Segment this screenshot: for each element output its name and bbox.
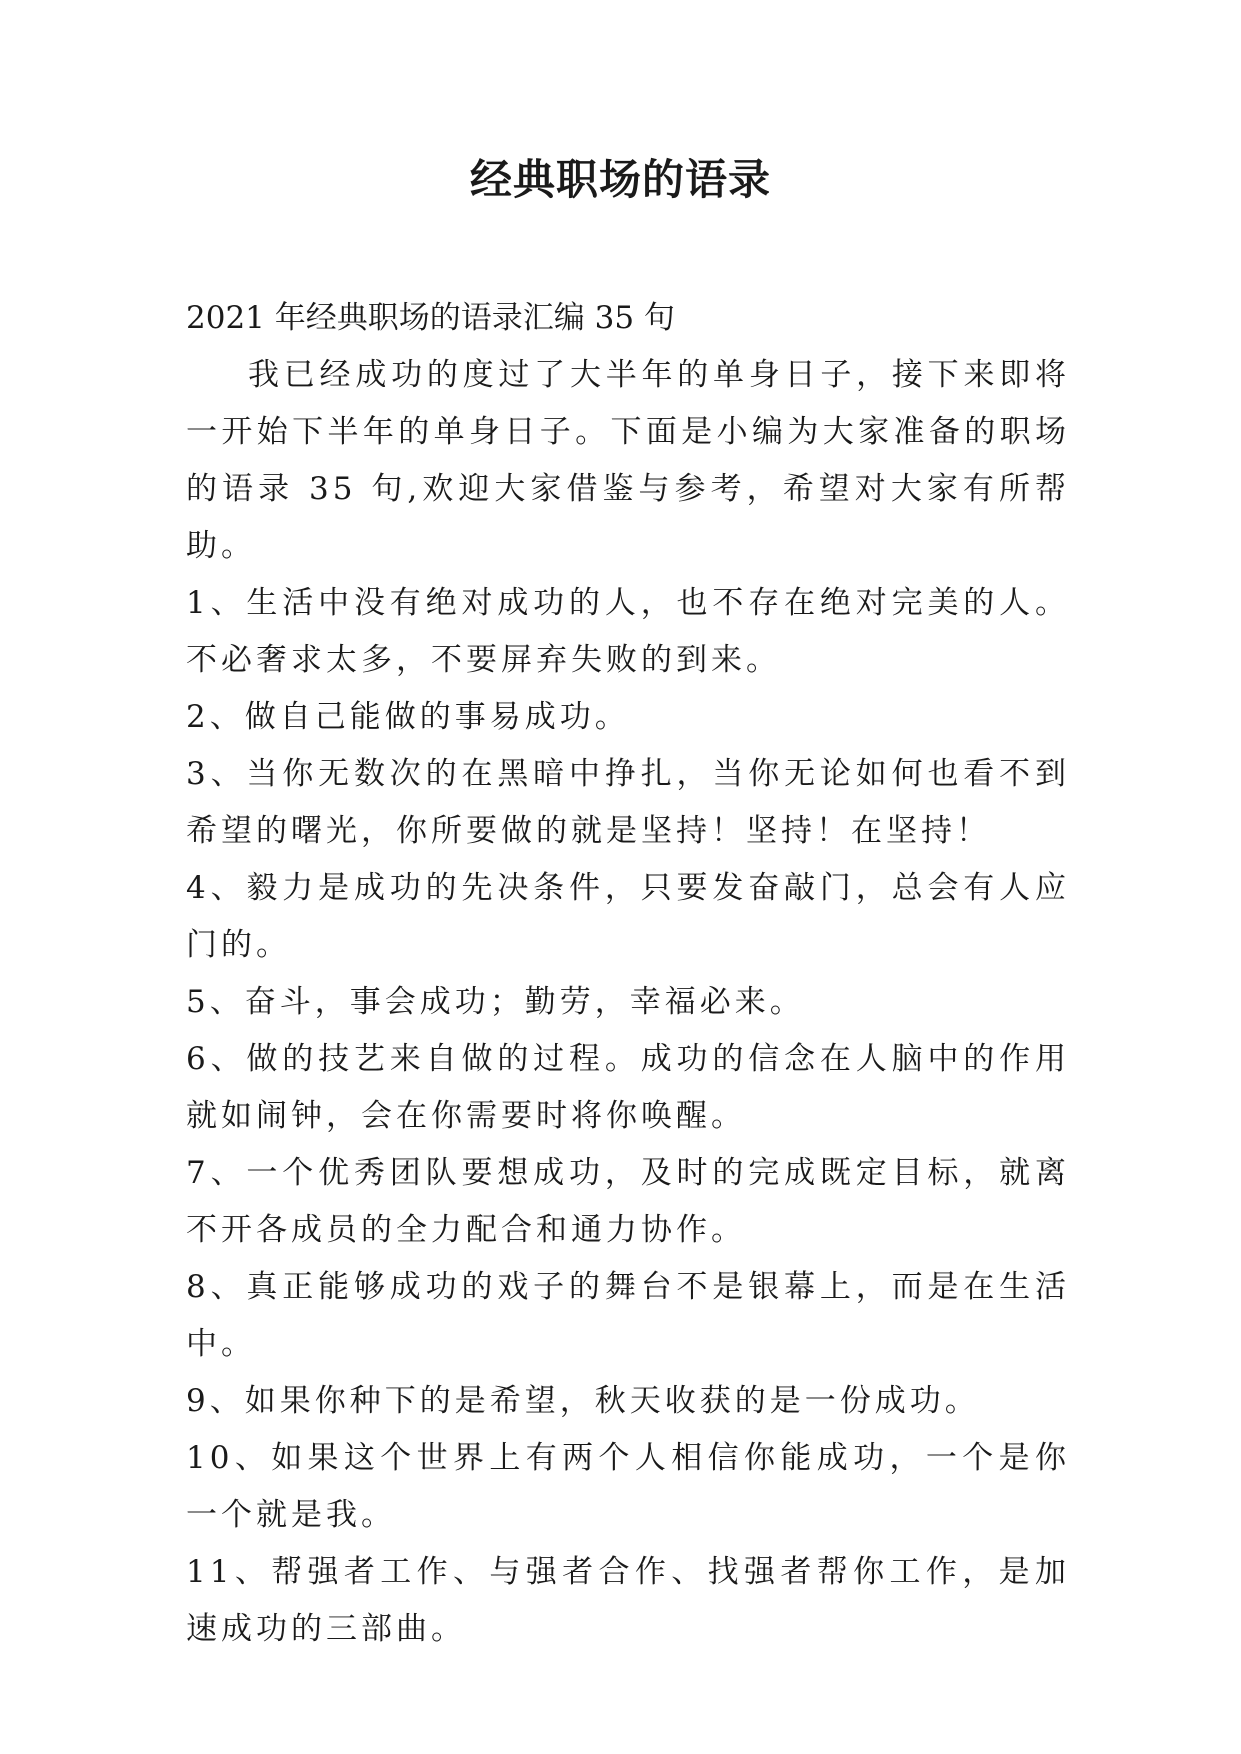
- quote-item: 10、如果这个世界上有两个人相信你能成功，一个是你一个就是我。: [186, 1440, 1070, 1533]
- quote-item: 6、做的技艺来自做的过程。成功的信念在人脑中的作用就如闹钟，会在你需要时将你唤醒。: [186, 1041, 1070, 1134]
- quote-item: 11、帮强者工作、与强者合作、找强者帮你工作，是加速成功的三部曲。: [186, 1554, 1070, 1647]
- quote-item: 3、当你无数次的在黑暗中挣扎，当你无论如何也看不到希望的曙光，你所要做的就是坚持！坚持！在坚持！: [186, 756, 1070, 849]
- document-title: 经典职场的语录: [469, 155, 771, 204]
- intro-paragraph: 我已经成功的度过了大半年的单身日子，接下来即将一开始下半年的单身日子。下面是小编为大家准备的职场的语录 35 句,欢迎大家借鉴与参考，希望对大家有所帮助。: [186, 357, 1070, 564]
- quote-item: 2、做自己能做的事易成功。: [186, 699, 630, 735]
- quote-item: 8、真正能够成功的戏子的舞台不是银幕上，而是在生活中。: [186, 1269, 1070, 1362]
- document-subtitle: 2021 年经典职场的语录汇编 35 句: [186, 300, 675, 336]
- document-body: [186, 290, 1070, 1658]
- quote-item: 1、生活中没有绝对成功的人，也不存在绝对完美的人。不必奢求太多，不要屏弃失败的到来。: [186, 585, 1070, 678]
- quote-item: 4、毅力是成功的先决条件，只要发奋敲门，总会有人应门的。: [186, 870, 1070, 963]
- quote-item: 5、奋斗，事会成功；勤劳，幸福必来。: [186, 984, 805, 1020]
- quote-item: 9、如果你种下的是希望，秋天收获的是一份成功。: [186, 1383, 980, 1419]
- quote-item: 7、一个优秀团队要想成功，及时的完成既定目标，就离不开各成员的全力配合和通力协作。: [186, 1155, 1070, 1248]
